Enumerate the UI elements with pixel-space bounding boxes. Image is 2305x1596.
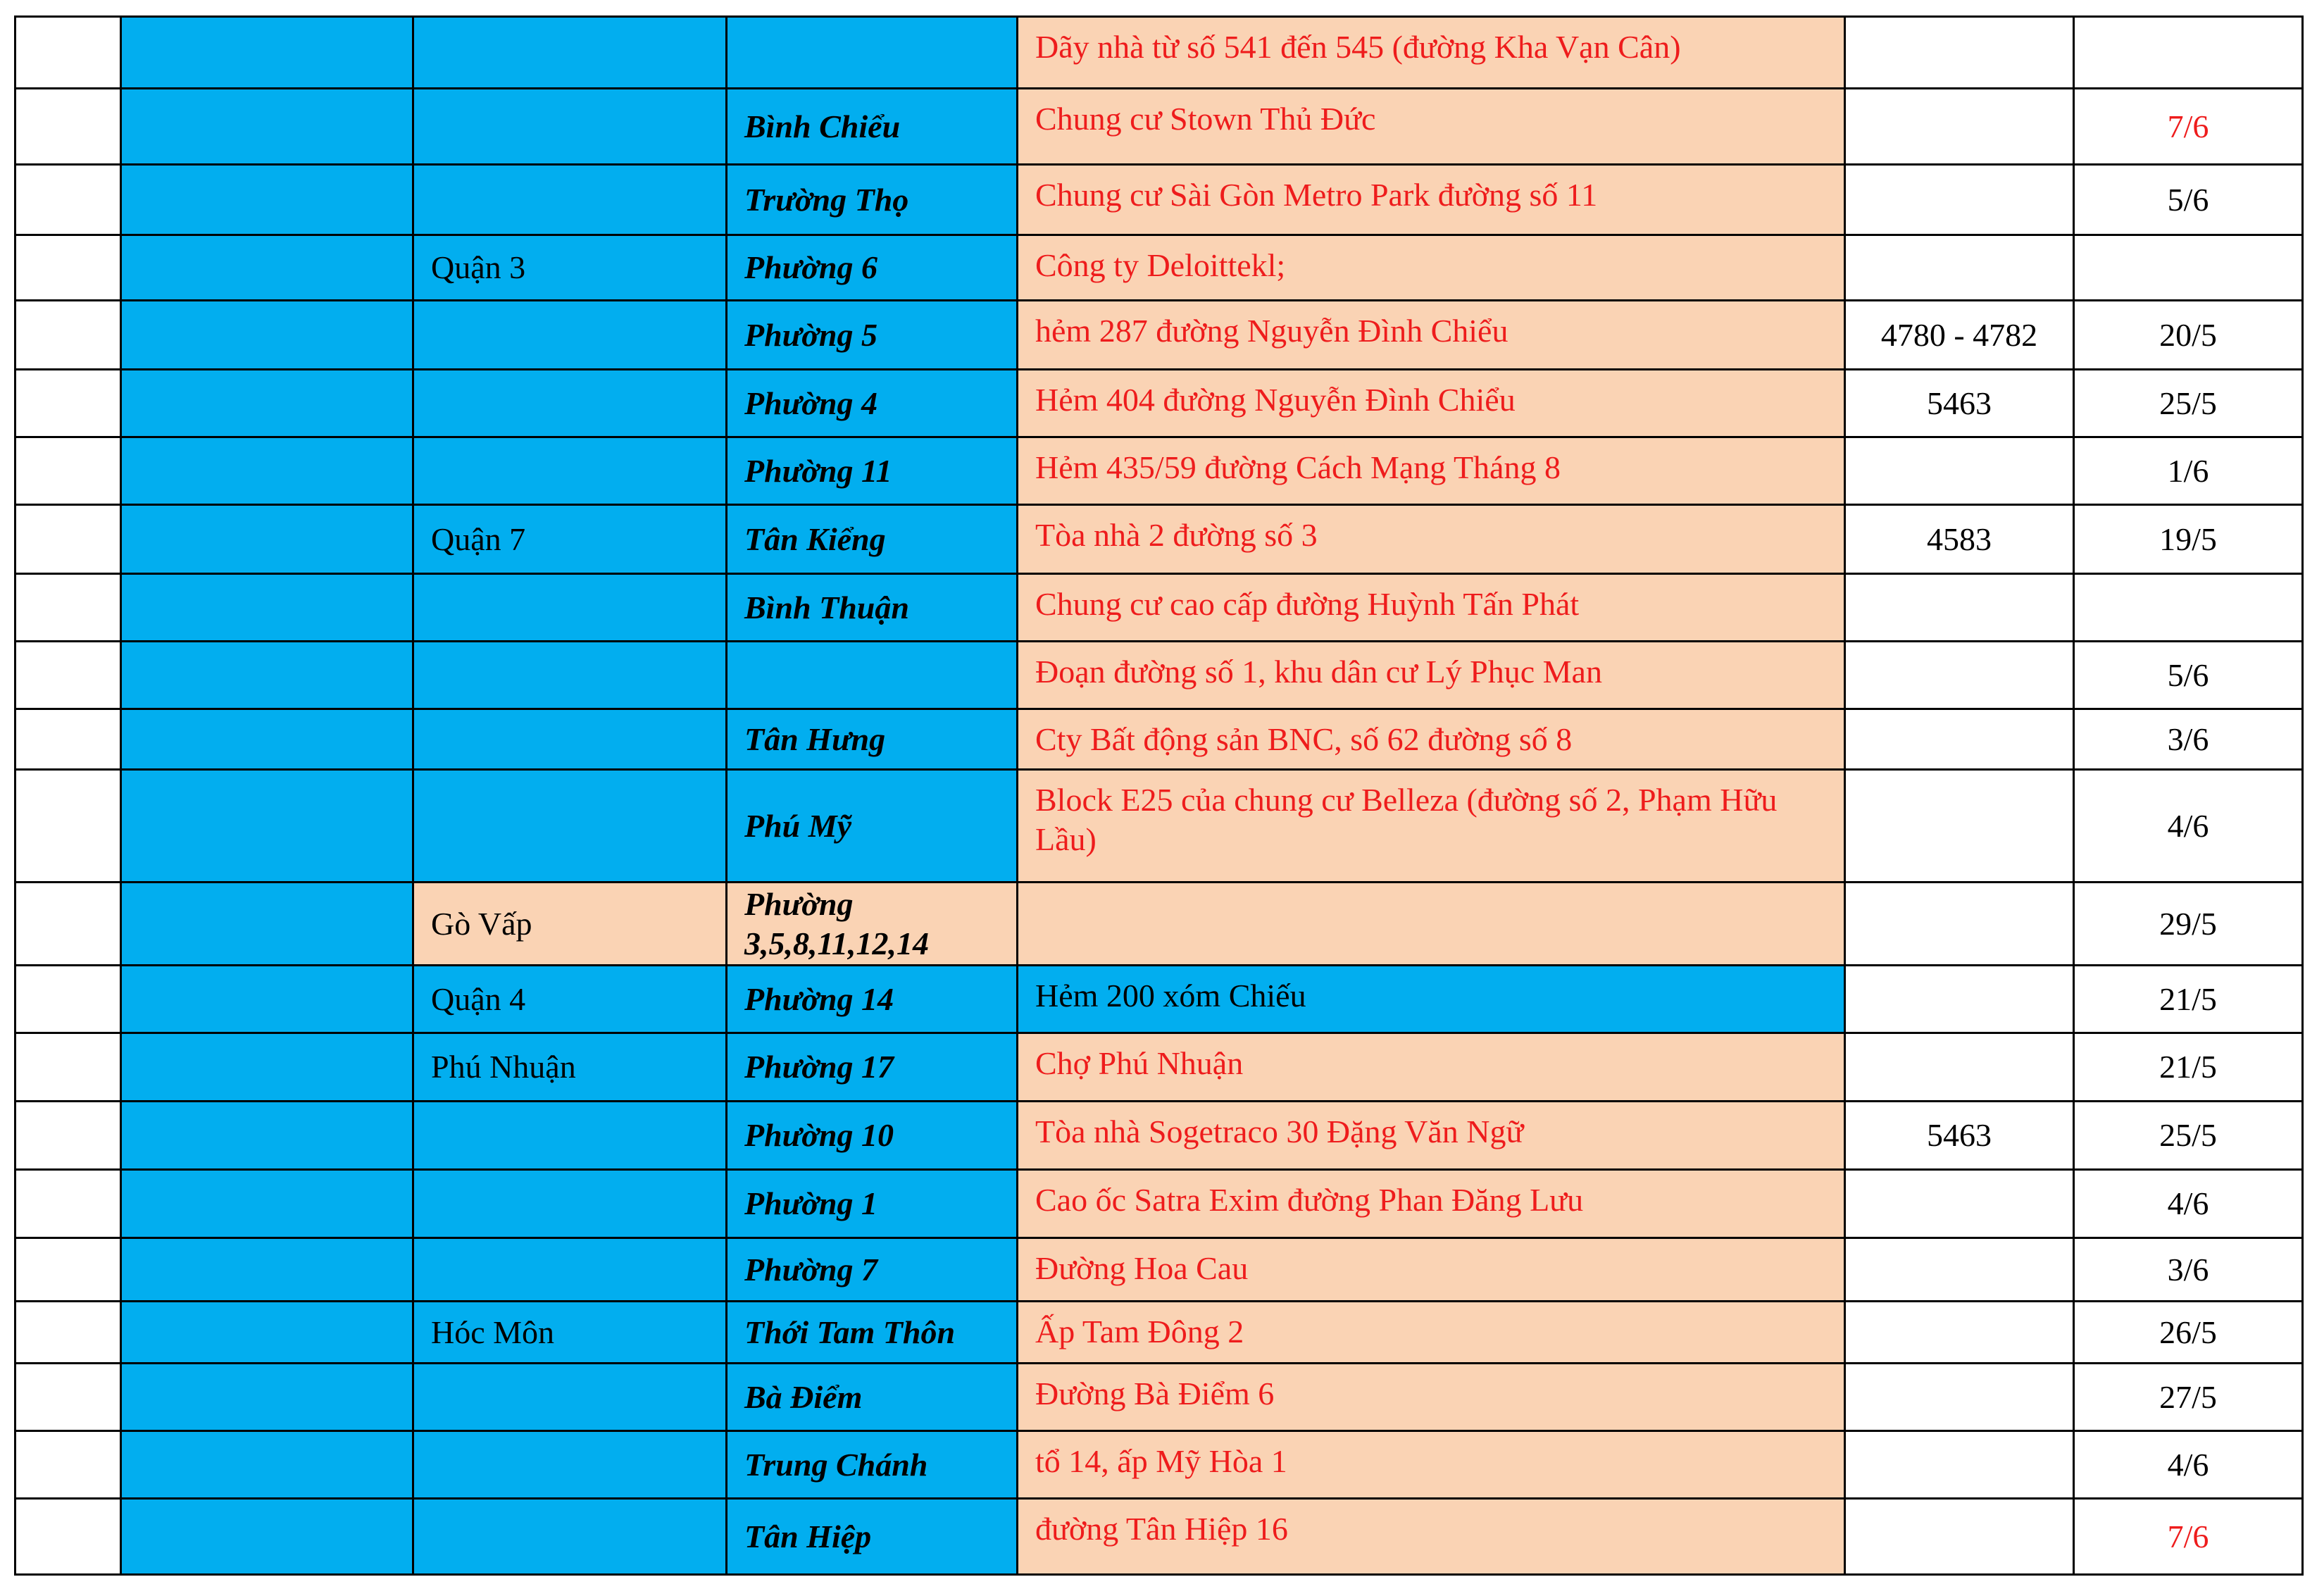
table-row [15,1302,2303,1364]
date-cell: 1/6 [2074,437,2303,505]
case-code-cell [1845,883,2074,966]
district-cell [413,1238,727,1302]
address-cell: Đường Bà Điểm 6 [1018,1364,1845,1431]
table-body [15,17,2303,1575]
city-cell [121,642,413,709]
ward-cell: Thới Tam Thôn [727,1302,1018,1364]
city-cell [121,1499,413,1575]
date-cell [2074,235,2303,301]
city-cell [121,1238,413,1302]
index-cell [15,770,121,883]
case-code-cell: 4583 [1845,505,2074,574]
table-row [15,1364,2303,1431]
case-code-cell [1845,1364,2074,1431]
city-cell [121,1033,413,1102]
city-cell [121,574,413,642]
district-cell: Quận 3 [413,235,727,301]
index-cell [15,1238,121,1302]
case-code-cell [1845,89,2074,165]
index-cell [15,1102,121,1170]
city-cell [121,437,413,505]
ward-cell: Phú Mỹ [727,770,1018,883]
index-cell [15,1170,121,1238]
table-row [15,709,2303,770]
case-code-cell [1845,165,2074,235]
date-cell: 25/5 [2074,1102,2303,1170]
date-cell: 4/6 [2074,1431,2303,1499]
address-cell: Chung cư cao cấp đường Huỳnh Tấn Phát [1018,574,1845,642]
address-cell: Chung cư Sài Gòn Metro Park đường số 11 [1018,165,1845,235]
table-row [15,301,2303,370]
city-cell [121,505,413,574]
date-cell: 29/5 [2074,883,2303,966]
city-cell [121,1431,413,1499]
city-cell [121,370,413,437]
date-cell: 21/5 [2074,966,2303,1033]
case-code-cell [1845,1499,2074,1575]
ward-cell: Tân Hiệp [727,1499,1018,1575]
district-cell: Phú Nhuận [413,1033,727,1102]
district-cell: Hóc Môn [413,1302,727,1364]
date-cell: 20/5 [2074,301,2303,370]
case-code-cell [1845,709,2074,770]
date-cell: 19/5 [2074,505,2303,574]
case-code-cell [1845,1302,2074,1364]
district-cell [413,437,727,505]
date-cell: 3/6 [2074,1238,2303,1302]
district-cell [413,1431,727,1499]
city-cell [121,1364,413,1431]
date-cell: 7/6 [2074,89,2303,165]
index-cell [15,574,121,642]
address-cell: Công ty Deloittekl; [1018,235,1845,301]
city-cell [121,1302,413,1364]
district-cell [413,770,727,883]
table-row [15,17,2303,89]
ward-cell: Phường 1 [727,1170,1018,1238]
address-cell: Đoạn đường số 1, khu dân cư Lý Phục Man [1018,642,1845,709]
ward-cell: Phường 7 [727,1238,1018,1302]
district-cell [413,165,727,235]
city-cell [121,770,413,883]
ward-cell: Phường 14 [727,966,1018,1033]
ward-cell: Phường 6 [727,235,1018,301]
outbreak-locations-table [14,15,2304,1576]
table-row [15,437,2303,505]
district-cell [413,1499,727,1575]
address-cell: Cao ốc Satra Exim đường Phan Đăng Lưu [1018,1170,1845,1238]
case-code-cell [1845,770,2074,883]
table-row [15,235,2303,301]
ward-cell: Bà Điểm [727,1364,1018,1431]
district-cell: Gò Vấp [413,883,727,966]
table-row [15,505,2303,574]
table-row [15,1431,2303,1499]
ward-cell [727,642,1018,709]
ward-cell [727,17,1018,89]
case-code-cell [1845,17,2074,89]
table-row [15,1033,2303,1102]
table-row [15,966,2303,1033]
index-cell [15,1499,121,1575]
city-cell [121,1102,413,1170]
ward-cell: Phường 5 [727,301,1018,370]
case-code-cell [1845,1238,2074,1302]
district-cell [413,642,727,709]
date-cell [2074,574,2303,642]
case-code-cell [1845,1170,2074,1238]
address-cell: Chợ Phú Nhuận [1018,1033,1845,1102]
index-cell [15,437,121,505]
address-cell: Chung cư Stown Thủ Đức [1018,89,1845,165]
date-cell: 5/6 [2074,165,2303,235]
ward-cell: Phường 4 [727,370,1018,437]
city-cell [121,301,413,370]
address-cell: Hẻm 200 xóm Chiếu [1018,966,1845,1033]
ward-cell: Phường 17 [727,1033,1018,1102]
table-row [15,370,2303,437]
index-cell [15,1364,121,1431]
address-cell: Đường Hoa Cau [1018,1238,1845,1302]
date-cell: 25/5 [2074,370,2303,437]
district-cell [413,89,727,165]
table-row [15,1499,2303,1575]
city-cell [121,89,413,165]
address-cell: tổ 14, ấp Mỹ Hòa 1 [1018,1431,1845,1499]
address-cell: hẻm 287 đường Nguyễn Đình Chiểu [1018,301,1845,370]
case-code-cell: 5463 [1845,370,2074,437]
address-cell: Block E25 của chung cư Belleza (đường số 2, Phạm Hữu Lầu) [1018,770,1845,883]
ward-cell: Trường Thọ [727,165,1018,235]
address-cell: Hẻm 435/59 đường Cách Mạng Tháng 8 [1018,437,1845,505]
city-cell [121,883,413,966]
address-cell: Dãy nhà từ số 541 đến 545 (đường Kha Vạn Cân) [1018,17,1845,89]
table-row [15,165,2303,235]
case-code-cell [1845,1431,2074,1499]
ward-cell: Phường 11 [727,437,1018,505]
index-cell [15,165,121,235]
ward-cell: Bình Thuận [727,574,1018,642]
district-cell [413,301,727,370]
table-row [15,574,2303,642]
table-row [15,1102,2303,1170]
case-code-cell [1845,574,2074,642]
date-cell: 21/5 [2074,1033,2303,1102]
district-cell [413,1170,727,1238]
district-cell [413,370,727,437]
ward-cell: Tân Hưng [727,709,1018,770]
city-cell [121,165,413,235]
ward-cell: Phường 3,5,8,11,12,14 [727,883,1018,966]
index-cell [15,883,121,966]
index-cell [15,89,121,165]
date-cell: 5/6 [2074,642,2303,709]
district-cell [413,1102,727,1170]
case-code-cell [1845,437,2074,505]
ward-cell: Trung Chánh [727,1431,1018,1499]
index-cell [15,966,121,1033]
ward-cell: Phường 10 [727,1102,1018,1170]
table-row [15,1238,2303,1302]
index-cell [15,642,121,709]
index-cell [15,17,121,89]
date-cell: 4/6 [2074,1170,2303,1238]
index-cell [15,1431,121,1499]
address-cell: Tòa nhà Sogetraco 30 Đặng Văn Ngữ [1018,1102,1845,1170]
address-cell: đường Tân Hiệp 16 [1018,1499,1845,1575]
address-cell: Hẻm 404 đường Nguyễn Đình Chiểu [1018,370,1845,437]
city-cell [121,709,413,770]
date-cell: 7/6 [2074,1499,2303,1575]
table-row [15,1170,2303,1238]
table-row [15,642,2303,709]
ward-cell: Tân Kiểng [727,505,1018,574]
city-cell [121,1170,413,1238]
district-cell: Quận 7 [413,505,727,574]
city-cell [121,966,413,1033]
table-row [15,770,2303,883]
case-code-cell [1845,1033,2074,1102]
district-cell [413,574,727,642]
address-cell: Ấp Tam Đông 2 [1018,1302,1845,1364]
index-cell [15,301,121,370]
district-cell [413,709,727,770]
date-cell: 3/6 [2074,709,2303,770]
index-cell [15,505,121,574]
case-code-cell [1845,966,2074,1033]
ward-cell: Bình Chiểu [727,89,1018,165]
date-cell: 4/6 [2074,770,2303,883]
date-cell [2074,17,2303,89]
table-row [15,883,2303,966]
address-cell [1018,883,1845,966]
case-code-cell: 5463 [1845,1102,2074,1170]
district-cell [413,17,727,89]
district-cell: Quận 4 [413,966,727,1033]
index-cell [15,1302,121,1364]
city-cell [121,235,413,301]
table-row [15,89,2303,165]
district-cell [413,1364,727,1431]
case-code-cell: 4780 - 4782 [1845,301,2074,370]
index-cell [15,370,121,437]
date-cell: 27/5 [2074,1364,2303,1431]
case-code-cell [1845,642,2074,709]
date-cell: 26/5 [2074,1302,2303,1364]
index-cell [15,709,121,770]
address-cell: Cty Bất động sản BNC, số 62 đường số 8 [1018,709,1845,770]
index-cell [15,235,121,301]
city-cell [121,17,413,89]
index-cell [15,1033,121,1102]
address-cell: Tòa nhà 2 đường số 3 [1018,505,1845,574]
case-code-cell [1845,235,2074,301]
